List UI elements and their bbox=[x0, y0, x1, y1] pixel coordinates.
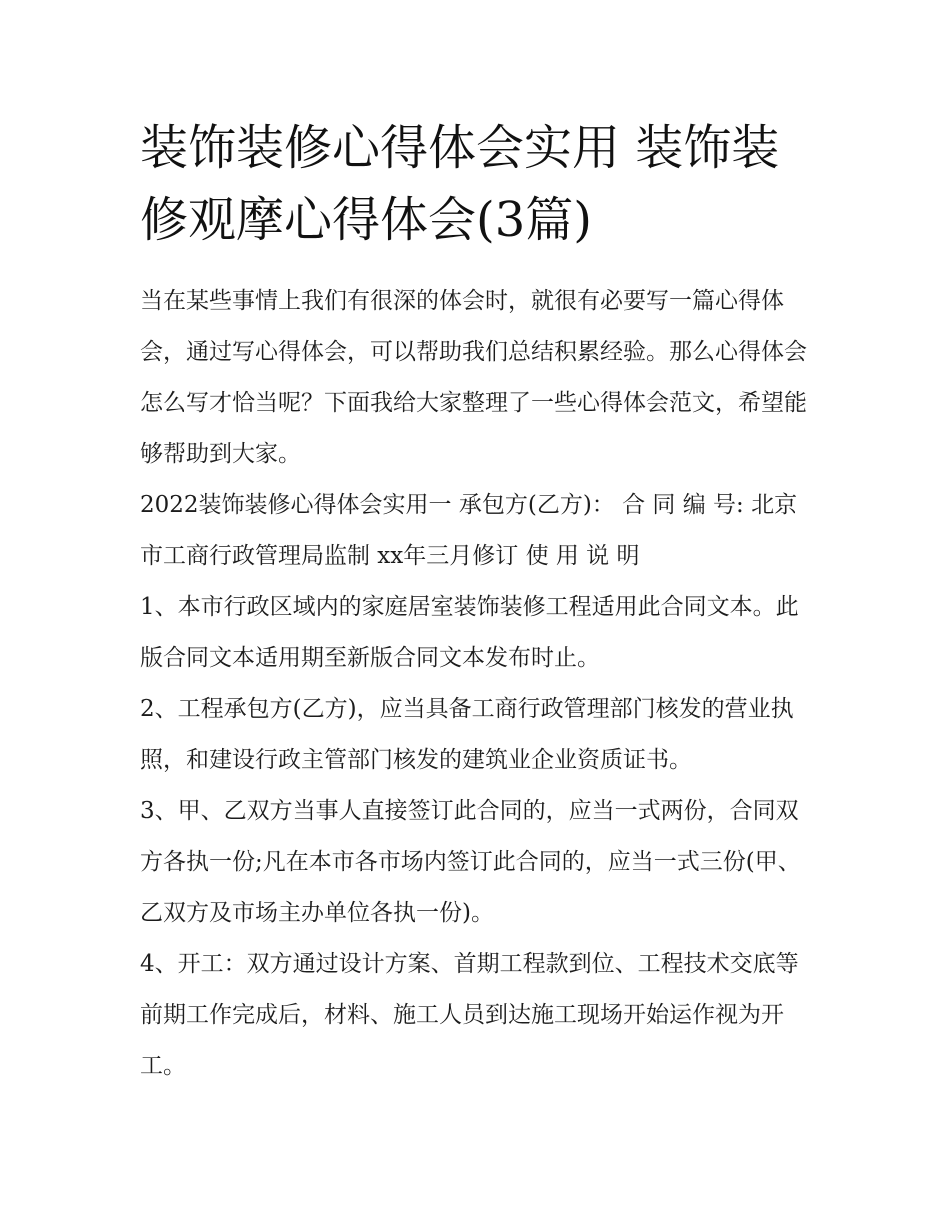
document-title: 装饰装修心得体会实用 装饰装修观摩心得体会(3篇) bbox=[140, 120, 780, 248]
contract-header-paragraph: 2022装饰装修心得体会实用一 承包方(乙方)： 合 同 编 号: 北京市工商行政管理局监制 xx年三月修订 使 用 说 明 bbox=[140, 492, 798, 569]
clause-4-paragraph: 4、开工：双方通过设计方案、首期工程款到位、工程技术交底等前期工作完成后，材料、施工人员到达施工现场开始运作视为开工。 bbox=[140, 951, 799, 1079]
clause-1-paragraph: 1、本市行政区域内的家庭居室装饰装修工程适用此合同文本。此版合同文本适用期至新版合同文本发布时止。 bbox=[140, 594, 799, 671]
clause-2-paragraph: 2、工程承包方(乙方)，应当具备工商行政管理部门核发的营业执照，和建设行政主管部门核发的建筑业企业资质证书。 bbox=[140, 696, 794, 773]
clause-3-paragraph: 3、甲、乙双方当事人直接签订此合同的，应当一式两份，合同双方各执一份;凡在本市各市场内签订此合同的，应当一式三份(甲、乙双方及市场主办单位各执一份)。 bbox=[140, 798, 801, 926]
document-body bbox=[140, 276, 820, 1092]
intro-paragraph: 当在某些事情上我们有很深的体会时，就很有必要写一篇心得体会，通过写心得体会，可以帮助我们总结积累经验。那么心得体会怎么写才恰当呢？下面我给大家整理了一些心得体会范文，希望能够帮助到大家。 bbox=[140, 288, 807, 467]
